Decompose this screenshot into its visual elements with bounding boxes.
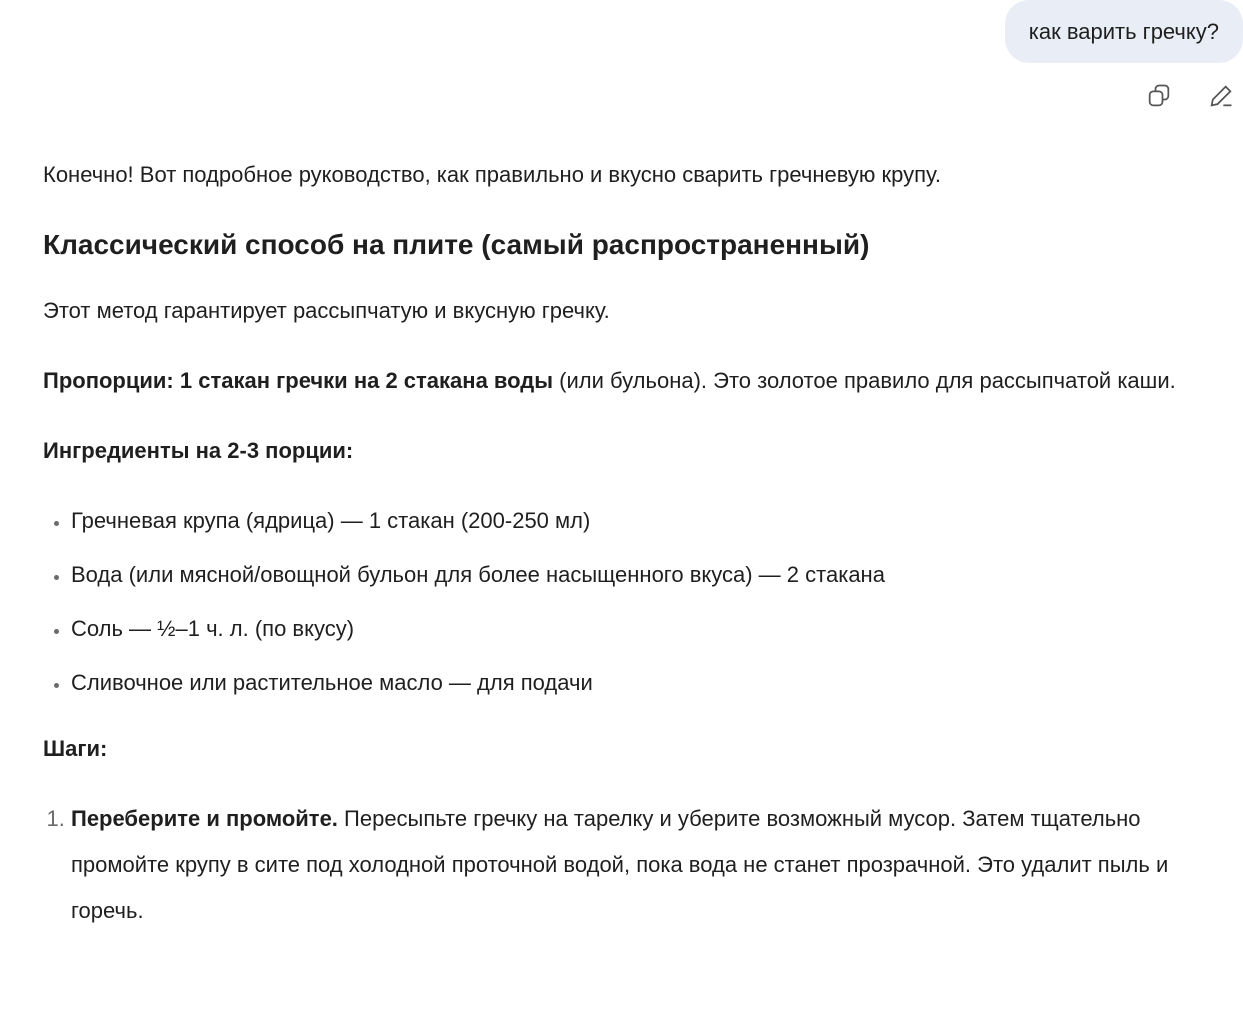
ingredients-title bbox=[43, 428, 1193, 474]
copy-icon[interactable] bbox=[1145, 82, 1173, 110]
user-message-text: как варить гречку? bbox=[1028, 18, 1219, 44]
ingredients-list bbox=[71, 498, 1193, 706]
list-item: • Соль — ½–1 ч. л. (по вкусу) bbox=[71, 606, 1193, 652]
steps-title-text: Шаги: bbox=[43, 736, 108, 761]
step-text: Пересыпьте гречку на тарелку и уберите возможный мусор. Затем тщательно промойте крупу в сите под холодной проточной водой, пока вода не станет прозрачной. Это удалит пыль и горечь. bbox=[71, 806, 1169, 923]
user-message-bubble bbox=[1005, 0, 1243, 63]
lead-text: Этот метод гарантирует рассыпчатую и вкусную гречку. bbox=[43, 298, 610, 323]
proportions-rest: (или бульона). Это золотое правило для рассыпчатой каши. bbox=[553, 368, 1176, 393]
section-heading: Классический способ на плите (самый распространенный) bbox=[43, 229, 870, 260]
intro-text: Конечно! Вот подробное руководство, как правильно и вкусно сварить гречневую крупу. bbox=[43, 162, 941, 187]
message-actions bbox=[1145, 82, 1235, 110]
steps-title bbox=[43, 726, 1193, 772]
step-item bbox=[71, 796, 1193, 934]
assistant-response bbox=[43, 152, 1193, 954]
proportions-bold: Пропорции: 1 стакан гречки на 2 стакана воды bbox=[43, 368, 554, 393]
step-bold: Переберите и промойте. bbox=[71, 806, 338, 831]
proportions-text bbox=[43, 358, 1193, 404]
list-item: • Гречневая крупа (ядрица) — 1 стакан (200-250 мл) bbox=[71, 498, 1193, 544]
list-item: • Сливочное или растительное масло — для подачи bbox=[71, 660, 1193, 706]
list-item: • Вода (или мясной/овощной бульон для более насыщенного вкуса) — 2 стакана bbox=[71, 552, 1193, 598]
edit-icon[interactable] bbox=[1207, 82, 1235, 110]
steps-list bbox=[71, 796, 1193, 934]
ingredients-title-text: Ингредиенты на 2-3 порции: bbox=[43, 438, 354, 463]
